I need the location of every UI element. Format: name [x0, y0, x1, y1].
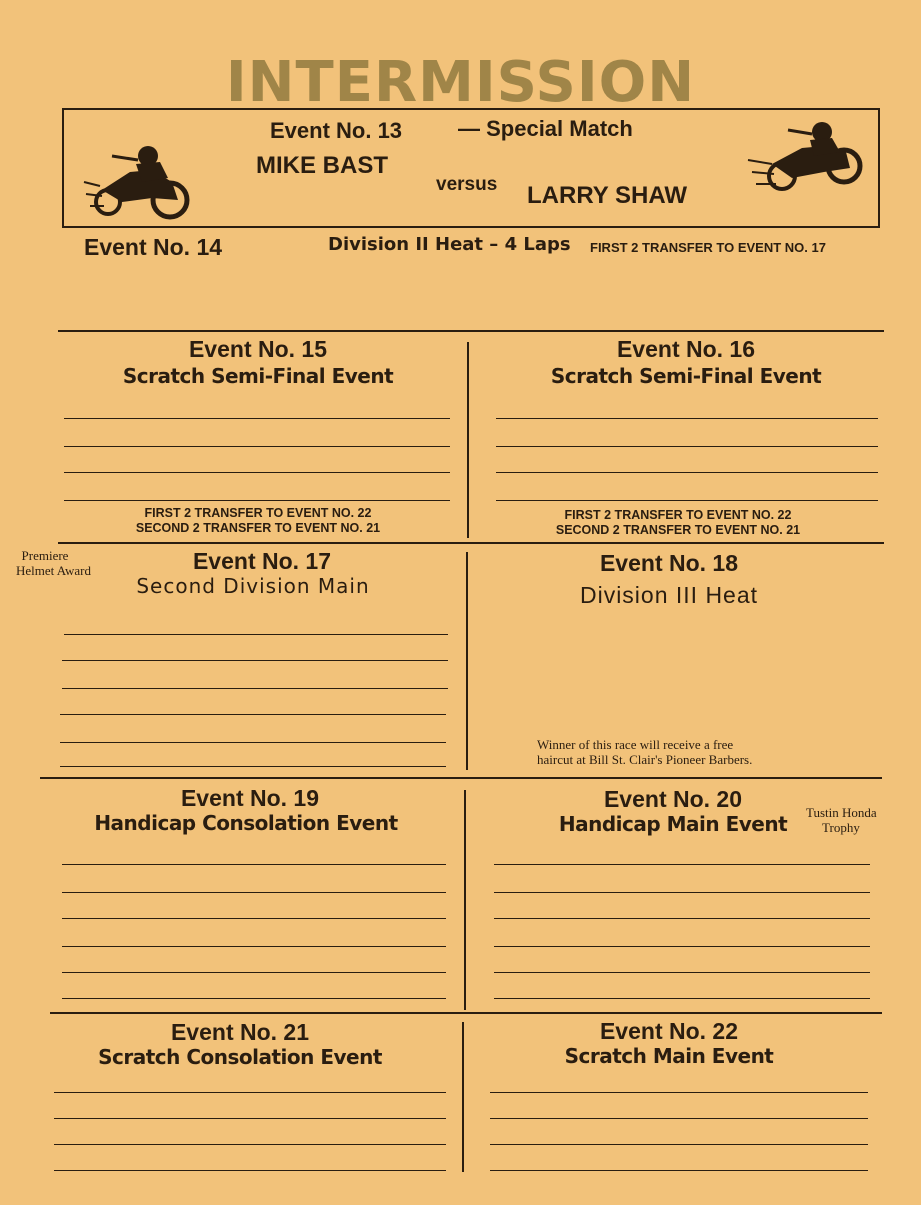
write-line — [496, 418, 878, 419]
write-line — [494, 998, 870, 999]
write-line — [54, 1092, 446, 1093]
event-18-note-line-1: Winner of this race will receive a free — [537, 737, 734, 752]
event-15-transfer-2: SECOND 2 TRANSFER TO EVENT NO. 21 — [135, 521, 381, 535]
event-17-title: Second Division Main — [136, 574, 370, 598]
motorcycle-racer-left-icon — [82, 142, 194, 222]
write-line — [54, 1144, 446, 1145]
write-line — [60, 766, 446, 767]
write-line — [494, 972, 870, 973]
write-line — [62, 946, 446, 947]
write-line — [490, 1144, 868, 1145]
write-line — [64, 500, 450, 501]
write-line — [494, 918, 870, 919]
divider — [58, 542, 884, 544]
event-21-title: Scratch Consolation Event — [98, 1045, 382, 1069]
write-line — [62, 660, 448, 661]
write-line — [62, 998, 446, 999]
column-divider — [466, 552, 468, 770]
event-20-title: Handicap Main Event — [558, 812, 788, 836]
event-19-number: Event No. 19 — [180, 785, 320, 811]
event-17-number: Event No. 17 — [192, 548, 332, 574]
write-line — [494, 864, 870, 865]
write-line — [54, 1118, 446, 1119]
event-21-number: Event No. 21 — [170, 1019, 310, 1045]
write-line — [62, 892, 446, 893]
event-17-award-line-1: Premiere — [21, 548, 69, 563]
event-13-label: — Special Match — [458, 116, 633, 141]
write-line — [496, 446, 878, 447]
event-13-number: Event No. 13 — [270, 118, 403, 143]
event-13-rider-2: LARRY SHAW — [527, 182, 688, 209]
page-title: INTERMISSION — [225, 50, 696, 115]
event-17-award-line-2: Helmet Award — [16, 563, 91, 578]
write-line — [64, 446, 450, 447]
event-16-transfer-2: SECOND 2 TRANSFER TO EVENT NO. 21 — [555, 523, 801, 537]
event-20-award-line-1: Tustin Honda — [806, 805, 877, 820]
write-line — [490, 1092, 868, 1093]
write-line — [62, 918, 446, 919]
event-16-title: Scratch Semi-Final Event — [550, 364, 822, 388]
event-16-transfer-1: FIRST 2 TRANSFER TO EVENT NO. 22 — [564, 508, 792, 522]
event-18-note-line-2: haircut at Bill St. Clair's Pioneer Barbers. — [537, 752, 753, 767]
write-line — [494, 892, 870, 893]
divider — [40, 777, 882, 779]
event-18-number: Event No. 18 — [599, 550, 739, 576]
event-15-transfer-1: FIRST 2 TRANSFER TO EVENT NO. 22 — [144, 506, 372, 520]
write-line — [60, 742, 446, 743]
divider — [58, 330, 884, 332]
column-divider — [462, 1022, 464, 1172]
write-line — [496, 472, 878, 473]
event-15-title: Scratch Semi-Final Event — [122, 364, 394, 388]
event-18-title: Division III Heat — [579, 582, 759, 608]
write-line — [62, 864, 446, 865]
divider — [50, 1012, 882, 1014]
write-line — [496, 500, 878, 501]
event-13-rider-1: MIKE BAST — [256, 152, 388, 179]
write-line — [62, 688, 448, 689]
event-22-title: Scratch Main Event — [564, 1044, 774, 1068]
write-line — [64, 634, 448, 635]
write-line — [64, 472, 450, 473]
write-line — [494, 946, 870, 947]
write-line — [62, 972, 446, 973]
column-divider — [464, 790, 466, 1010]
event-13-versus: versus — [436, 174, 498, 195]
event-20-number: Event No. 20 — [603, 786, 743, 812]
write-line — [54, 1170, 446, 1171]
event-16-number: Event No. 16 — [616, 336, 756, 362]
event-14-heat: Division II Heat – 4 Laps — [328, 234, 571, 255]
event-14-number: Event No. 14 — [84, 234, 223, 260]
event-19-title: Handicap Consolation Event — [94, 811, 398, 835]
event-22-number: Event No. 22 — [599, 1018, 739, 1044]
write-line — [490, 1170, 868, 1171]
column-divider — [467, 342, 469, 538]
write-line — [490, 1118, 868, 1119]
event-20-award-line-2: Trophy — [822, 820, 860, 835]
write-line — [64, 418, 450, 419]
write-line — [60, 714, 446, 715]
event-15-number: Event No. 15 — [188, 336, 328, 362]
event-14-transfer: FIRST 2 TRANSFER TO EVENT NO. 17 — [590, 240, 826, 255]
motorcycle-racer-right-icon — [746, 120, 864, 200]
